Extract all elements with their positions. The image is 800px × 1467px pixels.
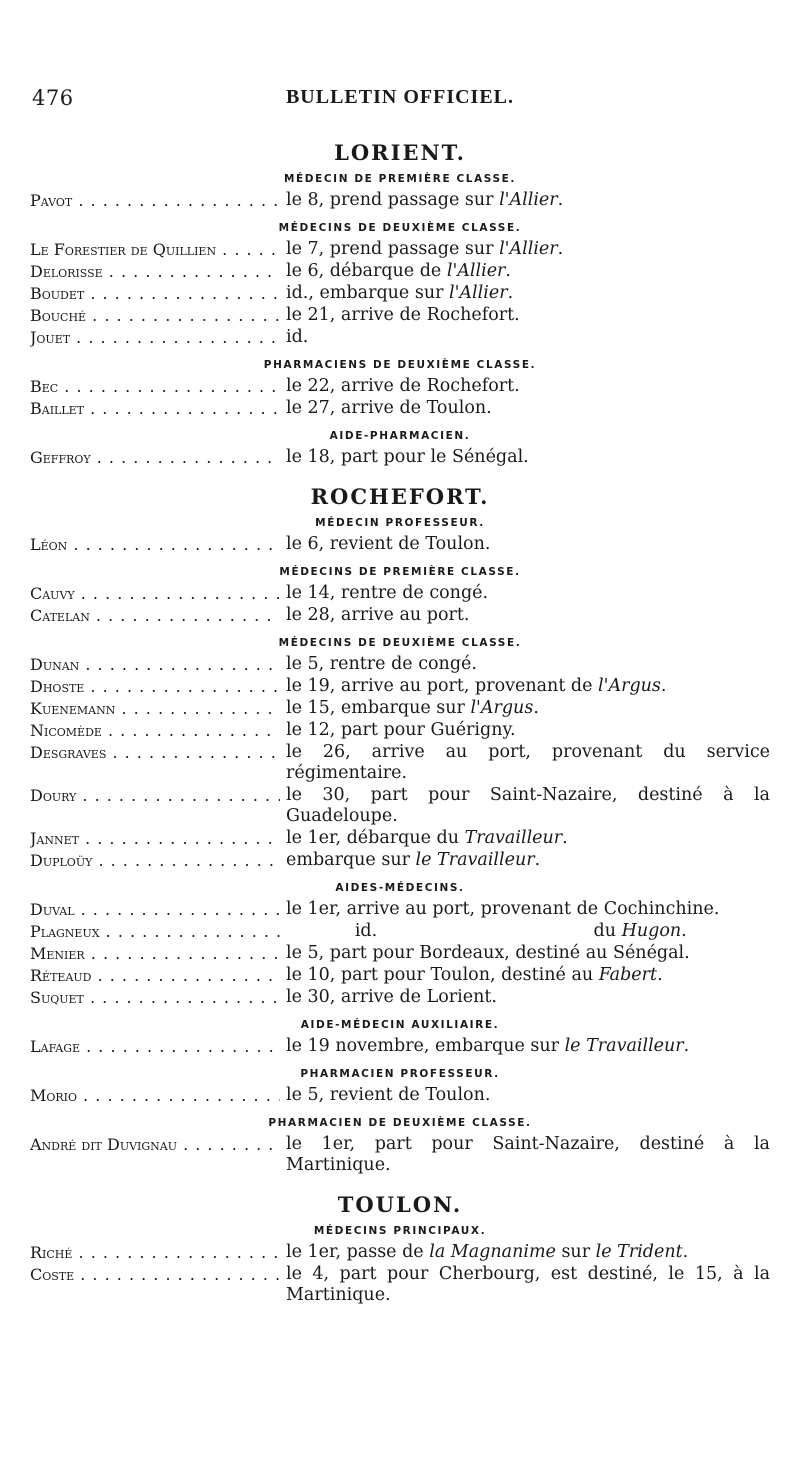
rank-heading: MÉDECIN DE PREMIÈRE CLASSE. xyxy=(283,173,517,185)
officer-name: Geffroy . . . xyxy=(30,447,280,468)
section-title: TOULON. xyxy=(337,1192,463,1217)
entry-text: le 15, embarque sur l'Argus. xyxy=(286,698,539,718)
document-body xyxy=(30,136,770,1306)
ship-name: l'Allier xyxy=(446,261,506,281)
officer-name: Dunan . . . xyxy=(30,654,280,675)
ship-name: le Travailleur xyxy=(415,850,535,870)
list-item xyxy=(30,676,770,697)
list-item xyxy=(30,921,770,942)
list-item xyxy=(30,899,770,920)
list-item xyxy=(30,583,770,604)
officer-name: Dhoste . . . xyxy=(30,676,280,697)
officer-name: Le Forestier de Quillien . . . xyxy=(30,239,280,260)
rank-heading: MÉDECINS PRINCIPAUX. xyxy=(313,1225,487,1237)
list-item xyxy=(30,283,770,304)
officer-name: Delorisse . . . xyxy=(30,261,280,282)
officer-name: Catelan . . . xyxy=(30,605,280,626)
entry-text: le 26, arrive au port, provenant du service régimentaire. xyxy=(286,742,770,783)
officer-name: Duploüy . . . xyxy=(30,850,280,871)
list-item xyxy=(30,398,770,419)
officer-name: André dit Duvignau . . . xyxy=(30,1134,280,1155)
officer-name: Réteaud . . . xyxy=(30,965,280,986)
entry-text: le 5, rentre de congé. xyxy=(286,654,477,674)
entry-text: le 6, revient de Toulon. xyxy=(286,534,491,554)
list-item xyxy=(30,1134,770,1176)
list-item xyxy=(30,327,770,348)
entry-id: id. xyxy=(354,921,378,941)
officer-name: Riché . . . xyxy=(30,1242,280,1263)
entry-text: le 19, arrive au port, provenant de l'Argus. xyxy=(286,676,667,696)
list-item xyxy=(30,1264,770,1306)
officer-name: Lafage . . . xyxy=(30,1036,280,1057)
entry-label: du xyxy=(593,921,616,941)
list-item xyxy=(30,698,770,719)
list-item xyxy=(30,850,770,871)
officer-name: Bouché . . . xyxy=(30,305,280,326)
page-header xyxy=(0,86,800,116)
entry-text: le 1er, passe de la Magnanime sur le Trident. xyxy=(286,1242,689,1262)
entry-text: le 27, arrive de Toulon. xyxy=(286,398,492,418)
list-item xyxy=(30,1036,770,1057)
officer-name: Bec . . . xyxy=(30,376,280,397)
page-number: 476 xyxy=(32,86,74,110)
list-item xyxy=(30,1242,770,1263)
list-item xyxy=(30,376,770,397)
section-title: LORIENT. xyxy=(334,140,466,165)
list-item xyxy=(30,742,770,784)
rank-heading: AIDE-PHARMACIEN. xyxy=(329,430,471,442)
entry-text: le 4, part pour Cherbourg, est destiné, le 15, à la Martinique. xyxy=(286,1264,770,1305)
list-item xyxy=(30,190,770,211)
ship-name: la Magnanime xyxy=(429,1242,556,1262)
entry-text: le 28, arrive au port. xyxy=(286,605,470,625)
officer-name: Nicomède . . . xyxy=(30,720,280,741)
rank-heading: PHARMACIENS DE DEUXIÈME CLASSE. xyxy=(263,359,537,371)
entry-text: le 6, débarque de l'Allier. xyxy=(286,261,511,281)
officer-name: Léon . . . xyxy=(30,534,280,555)
entry-text: le 21, arrive de Rochefort. xyxy=(286,305,520,325)
officer-name: Cauvy . . . xyxy=(30,583,280,604)
entry-text: le 30, arrive de Lorient. xyxy=(286,987,497,1007)
entry-text: id., embarque sur l'Allier. xyxy=(286,283,514,303)
ship-name: l'Argus xyxy=(598,676,661,696)
entry-text: le 12, part pour Guérigny. xyxy=(286,720,516,740)
ship-name: le Trident xyxy=(595,1242,683,1262)
entry-text: le 5, revient de Toulon. xyxy=(286,1085,491,1105)
ship-name: l'Allier xyxy=(499,239,558,259)
ship-name: Travailleur xyxy=(464,828,563,848)
list-item xyxy=(30,785,770,827)
officer-name: Jouet . . . xyxy=(30,327,280,348)
ship-name: le Travailleur xyxy=(564,1036,684,1056)
rank-heading: MÉDECINS DE PREMIÈRE CLASSE. xyxy=(279,566,521,578)
entry-text: le 30, part pour Saint-Nazaire, destiné à la Guadeloupe. xyxy=(286,785,770,826)
list-item xyxy=(30,305,770,326)
rank-heading: PHARMACIEN DE DEUXIÈME CLASSE. xyxy=(268,1117,532,1129)
entry-text: le 1er, arrive au port, provenant de Cochinchine. xyxy=(286,899,720,919)
officer-name: Boudet . . . xyxy=(30,283,280,304)
entry-text: le 14, rentre de congé. xyxy=(286,583,489,603)
list-item xyxy=(30,605,770,626)
entry-text: le 1er, part pour Saint-Nazaire, destiné à la Martinique. xyxy=(286,1134,770,1175)
entry-text: le 22, arrive de Rochefort. xyxy=(286,376,520,396)
entry-text: embarque sur le Travailleur. xyxy=(286,850,541,870)
ship-name: l'Allier xyxy=(499,190,558,210)
officer-name: Menier . . . xyxy=(30,943,280,964)
officer-name: Morio . . . xyxy=(30,1085,280,1106)
section-title: ROCHEFORT. xyxy=(310,484,490,509)
list-item xyxy=(30,943,770,964)
list-item xyxy=(30,720,770,741)
entry-text: le 10, part pour Toulon, destiné au Fabert. xyxy=(286,965,663,985)
officer-name: Baillet . . . xyxy=(30,398,280,419)
list-item xyxy=(30,828,770,849)
entry-text: id. xyxy=(286,327,309,347)
entry-text: le 8, prend passage sur l'Allier. xyxy=(286,190,564,210)
list-item xyxy=(30,261,770,282)
list-item xyxy=(30,447,770,468)
officer-name: Doury . . . xyxy=(30,785,280,806)
rank-heading: PHARMACIEN PROFESSEUR. xyxy=(300,1068,500,1080)
ship-name: l'Argus xyxy=(470,698,534,718)
list-item xyxy=(30,1085,770,1106)
entry-text: le 7, prend passage sur l'Allier. xyxy=(286,239,564,259)
list-item xyxy=(30,239,770,260)
rank-heading: MÉDECINS DE DEUXIÈME CLASSE. xyxy=(278,222,522,234)
officer-name: Kuenemann . . . xyxy=(30,698,280,719)
entry-text: le 19 novembre, embarque sur le Travailleur. xyxy=(286,1036,690,1056)
list-item xyxy=(30,534,770,555)
rank-heading: AIDE-MÉDECIN AUXILIAIRE. xyxy=(300,1019,500,1031)
list-item xyxy=(30,987,770,1008)
rank-heading: MÉDECIN PROFESSEUR. xyxy=(315,517,485,529)
ship-name: Hugon xyxy=(621,921,682,941)
officer-name: Duval . . . xyxy=(30,899,280,920)
officer-name: Plagneux . . . xyxy=(30,921,280,942)
officer-name: Desgraves . . . xyxy=(30,742,280,763)
entry-text: le 5, part pour Bordeaux, destiné au Sénégal. xyxy=(286,943,690,963)
entry-text: id. du Hugon. xyxy=(286,921,770,942)
rank-heading: MÉDECINS DE DEUXIÈME CLASSE. xyxy=(278,637,522,649)
ship-name: Fabert xyxy=(598,965,658,985)
officer-name: Coste . . . xyxy=(30,1264,280,1285)
officer-name: Pavot . . . xyxy=(30,190,280,211)
officer-name: Jannet . . . xyxy=(30,828,280,849)
list-item xyxy=(30,654,770,675)
ship-name: l'Allier xyxy=(449,283,508,303)
running-title: BULLETIN OFFICIEL. xyxy=(285,86,515,108)
entry-text: le 18, part pour le Sénégal. xyxy=(286,447,529,467)
officer-name: Suquet . . . xyxy=(30,987,280,1008)
rank-heading: AIDES-MÉDECINS. xyxy=(335,882,465,894)
entry-text: le 1er, débarque du Travailleur. xyxy=(286,828,568,848)
list-item xyxy=(30,965,770,986)
